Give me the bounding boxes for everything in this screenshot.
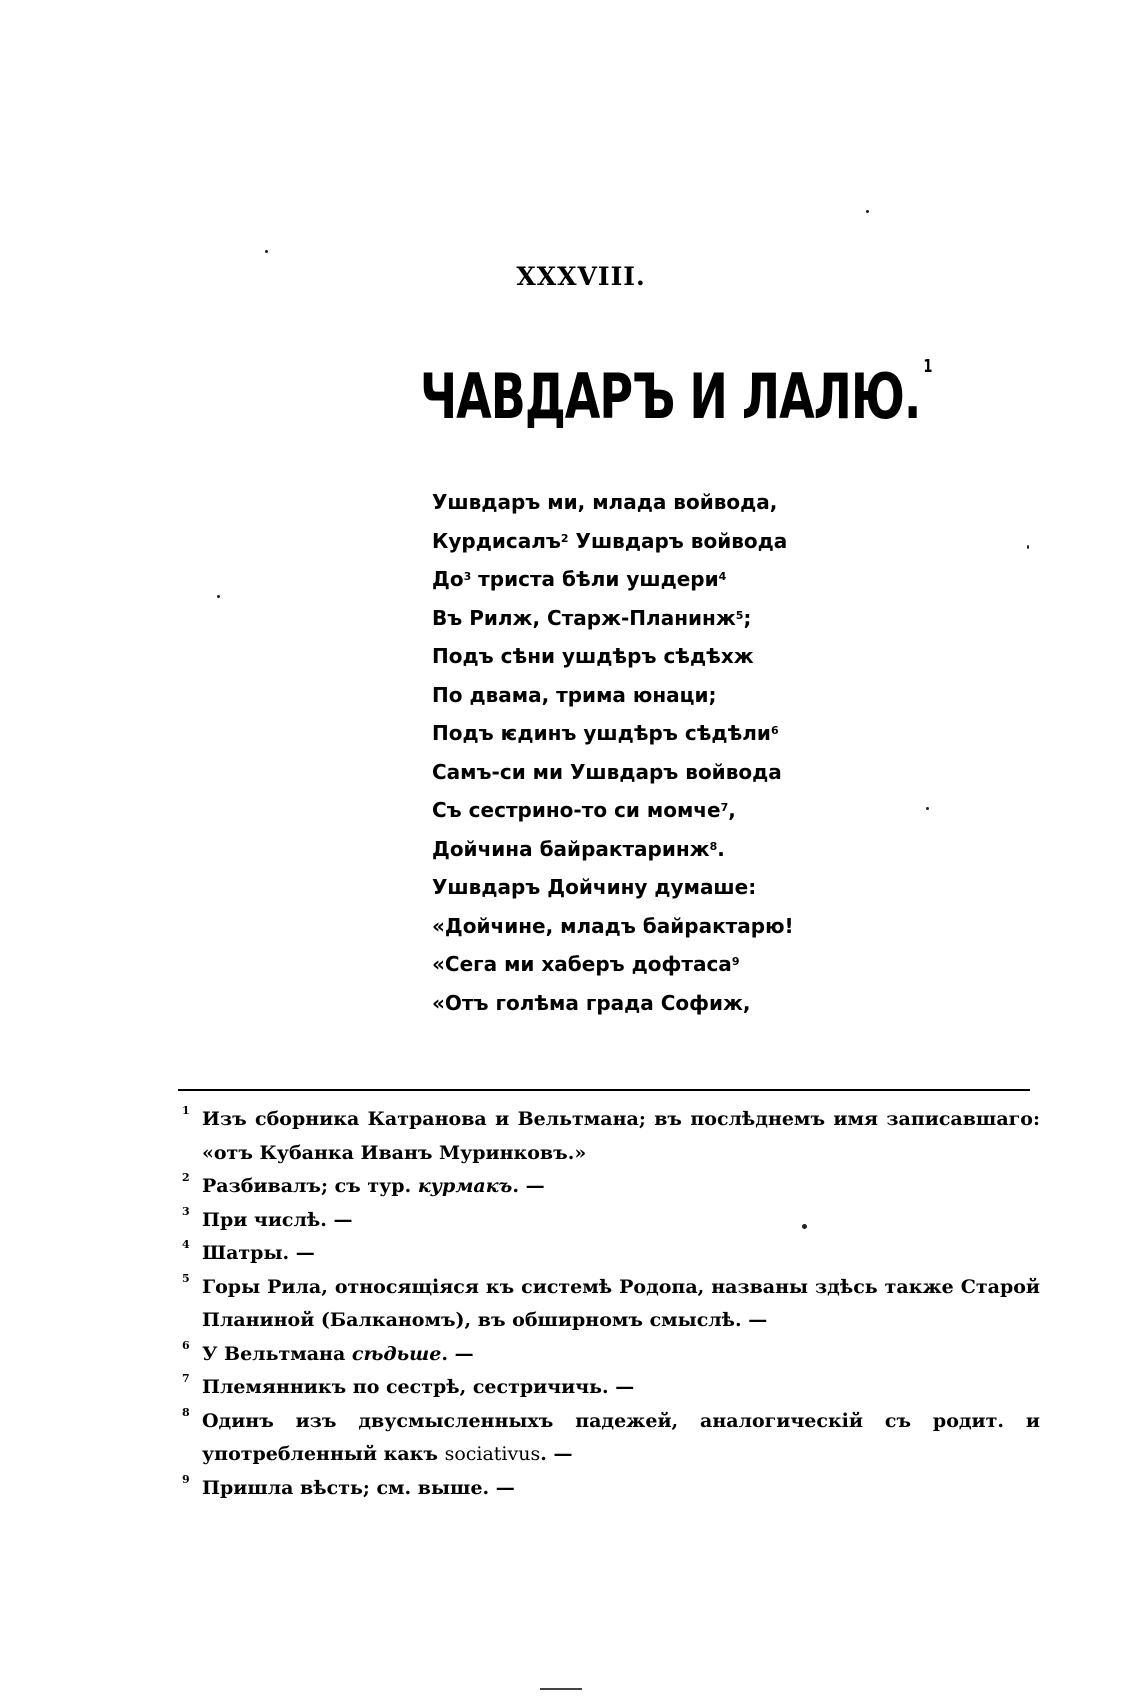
footnote-number: 4 [182,1238,190,1251]
footnote: 8 Одинъ изъ двусмысленныхъ падежей, аналогическій съ родит. и употребленный какъ sociativus. — [180,1405,1040,1472]
footnote-ref: 3 [463,570,472,583]
verse-line: Ушвдаръ Дойчину думаше: [432,875,757,899]
verse-block [432,487,794,1026]
poem-title [420,357,932,433]
footnote-ref: 6 [770,724,779,737]
footnote-ref: 7 [720,801,729,814]
verse-line: Подъ ѥдинъ ушдѣръ сѣдѣли$^6$ [432,721,779,745]
footnote-ref: 9 [731,955,740,968]
scan-speck [1027,545,1029,549]
bottom-mark [540,1688,582,1690]
footnote: 2 Разбивалъ; съ тур. курмакъ. — [180,1170,1040,1204]
footnote-number: 8 [182,1405,190,1419]
verse-line: Съ сестрино-то си момче$^7$, [432,798,736,822]
footnote: 1 Изъ сборника Катранова и Вельтмана; въ послѣднемъ имя записавшаго: «отъ Кубанка Иванъ Муринковъ.» [180,1103,1040,1170]
scan-speck [926,807,929,810]
footnote: 4 Шатры. — [180,1237,1040,1271]
footnote: 7 Племянникъ по сестрѣ, сестричичь. — [180,1371,1040,1405]
footnote: 5 Горы Рила, относящіяся къ системѣ Родопа, названы здѣсь также Старой Планиной (Балканомъ), въ обширномъ смыслѣ. — [180,1271,1040,1338]
footnote-separator [178,1089,1030,1091]
footnote-number: 6 [182,1338,190,1352]
scan-speck [866,210,869,213]
verse-line: «Отъ голѣма града Софиж, [432,990,751,1015]
chapter-number: XXXVIII. [516,262,646,291]
scan-speck [217,595,220,598]
verse-line: Самъ-си ми Ушвдаръ войвода [432,759,782,784]
verse-line: $До^3$ триста бѣли ушдери$^4$ [432,567,727,591]
verse-line: По двама, трима юнаци; [432,682,717,707]
verse-line: «Сега ми хаберъ дофтаса$^9$ [432,952,740,976]
scan-speck [802,1224,807,1229]
poem-title-text: ЧАВДАРЪ И ЛАЛЮ. [420,360,921,433]
verse-line: Подъ сѣни ушдѣръ сѣдѣхж [432,644,754,668]
footnote-ref: 8 [709,839,718,853]
footnote-ref: 4 [718,570,727,583]
scan-speck [265,250,268,253]
verse-line: Ушвдаръ ми, млада войвода, [432,490,778,514]
footnotes [180,1103,1040,1505]
footnote-ref: 2 [560,531,569,545]
footnote: 6 У Вельтмана сѣдьше. — [180,1338,1040,1372]
footnote-number: 7 [182,1372,190,1385]
footnote: 9 Пришла вѣсть; см. выше. — [180,1472,1040,1506]
footnote-ref: 5 [735,608,744,622]
verse-line: Въ Рилж, Старж-Планинж$^5$; [432,605,752,630]
verse-line: «Дойчине, младъ байрактарю! [432,913,794,938]
footnote-number: 9 [182,1472,190,1486]
verse-line: Дойчина байрактаринж$^8$. [432,836,725,861]
footnote: 3 При числѣ. — [180,1204,1040,1238]
footnote-number: 1 [182,1104,190,1117]
footnote-number: 3 [182,1204,190,1218]
footnote-number: 5 [182,1271,190,1285]
title-footnote-ref: 1 [923,357,932,378]
verse-line: Курдисалъ$^2$ Ушвдаръ войвода [432,528,788,553]
footnote-number: 2 [182,1171,190,1184]
